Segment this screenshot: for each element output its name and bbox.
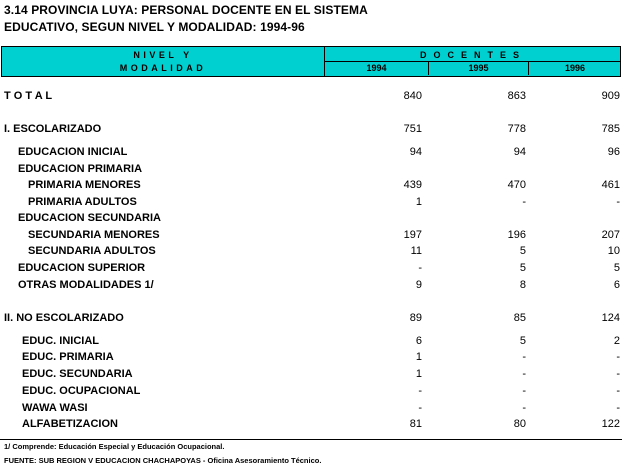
row-label: EDUC. PRIMARIA: [22, 351, 114, 363]
value-cell-1995: -: [522, 402, 526, 414]
row-label: PRIMARIA ADULTOS: [28, 196, 137, 208]
value-cell-1996: -: [616, 351, 620, 363]
row-label: EDUCACION SECUNDARIA: [18, 212, 162, 224]
value-cell-1996: -: [616, 385, 620, 397]
value-cell-1995: -: [522, 196, 526, 208]
value-cell-1996: 461: [601, 179, 620, 191]
row-label: OTRAS MODALIDADES 1/: [18, 279, 154, 291]
value-cell-1994: 197: [403, 229, 422, 241]
value-cell-1994: 1: [415, 351, 422, 363]
value-cell-1995: 94: [513, 146, 526, 158]
value-cell-1994: -: [418, 402, 422, 414]
row-label: EDUC. OCUPACIONAL: [22, 385, 141, 397]
footnote-divider: [0, 439, 622, 440]
table-row: [0, 146, 622, 160]
row-label: T O T A L: [4, 90, 53, 102]
value-cell-1996: 207: [601, 229, 620, 241]
value-cell-1995: 5: [519, 262, 526, 274]
value-cell-1996: 909: [601, 90, 620, 102]
value-cell-1994: 1: [415, 368, 422, 380]
table-header: [1, 46, 621, 77]
table-row: [0, 335, 622, 349]
value-cell-1994: 9: [415, 279, 422, 291]
value-cell-1995: 85: [513, 312, 526, 324]
table-row: [0, 90, 622, 104]
table-row: [0, 402, 622, 416]
header-year-1995: 1995: [429, 62, 529, 75]
value-cell-1995: -: [522, 351, 526, 363]
value-cell-1995: -: [522, 368, 526, 380]
row-label: PRIMARIA MENORES: [28, 179, 141, 191]
value-cell-1994: 11: [410, 245, 422, 257]
table-title-line1: 3.14 PROVINCIA LUYA: PERSONAL DOCENTE EN EL SISTEMA: [4, 3, 368, 17]
table-row: [0, 368, 622, 382]
table-row: [0, 212, 622, 226]
header-year-1996: 1996: [564, 63, 586, 73]
header-year-1994: 1994: [325, 62, 429, 75]
table-row: [0, 163, 622, 177]
value-cell-1995: 470: [507, 179, 526, 191]
value-cell-1996: 6: [613, 279, 620, 291]
footnote-1: 1/ Comprende: Educación Especial y Educación Ocupacional.: [4, 442, 225, 451]
value-cell-1996: 2: [613, 335, 620, 347]
value-cell-1994: -: [418, 385, 422, 397]
row-label: EDUCACION SUPERIOR: [18, 262, 146, 274]
table-row: [0, 385, 622, 399]
table-row: [0, 196, 622, 210]
value-cell-1995: 8: [519, 279, 526, 291]
row-label: EDUCACION INICIAL: [18, 146, 128, 158]
value-cell-1994: 89: [409, 312, 422, 324]
row-label: EDUCACION PRIMARIA: [18, 163, 143, 175]
value-cell-1994: 840: [403, 90, 422, 102]
value-cell-1996: -: [616, 402, 620, 414]
value-cell-1994: 751: [403, 123, 422, 135]
value-cell-1996: 122: [601, 418, 620, 430]
row-label: SECUNDARIA ADULTOS: [28, 245, 156, 257]
table-row: [0, 351, 622, 365]
value-cell-1996: 785: [601, 123, 620, 135]
value-cell-1994: 439: [403, 179, 422, 191]
value-cell-1995: 80: [513, 418, 526, 430]
header-nivel-modalidad-cell: [2, 47, 325, 76]
value-cell-1996: 124: [601, 312, 620, 324]
table-row: [0, 279, 622, 293]
table-row: [0, 229, 622, 243]
row-label: I. ESCOLARIZADO: [4, 123, 102, 135]
value-cell-1994: 94: [409, 146, 422, 158]
value-cell-1996: 96: [607, 146, 620, 158]
table-row: [0, 179, 622, 193]
value-cell-1995: -: [522, 385, 526, 397]
value-cell-1994: 6: [415, 335, 422, 347]
table-row: [0, 123, 622, 137]
value-cell-1994: 81: [409, 418, 422, 430]
value-cell-1995: 5: [519, 335, 526, 347]
value-cell-1994: 1: [415, 196, 422, 208]
row-label: SECUNDARIA MENORES: [28, 229, 160, 241]
value-cell-1996: 10: [607, 245, 620, 257]
value-cell-1995: 5: [519, 245, 526, 257]
value-cell-1995: 196: [507, 229, 526, 241]
row-label: EDUC. INICIAL: [22, 335, 99, 347]
value-cell-1996: -: [616, 196, 620, 208]
table-row: [0, 418, 622, 432]
table-row: [0, 312, 622, 326]
value-cell-1996: -: [616, 368, 620, 380]
value-cell-1995: 778: [507, 123, 526, 135]
table-row: [0, 262, 622, 276]
header-docentes-label: DOCENTES: [419, 50, 526, 60]
row-label: II. NO ESCOLARIZADO: [4, 312, 124, 324]
value-cell-1994: -: [418, 262, 422, 274]
row-label: EDUC. SECUNDARIA: [22, 368, 133, 380]
header-modalidad-label: MODALIDAD: [119, 63, 207, 73]
row-label: ALFABETIZACION: [22, 418, 118, 430]
value-cell-1996: 5: [613, 262, 620, 274]
table-row: [0, 245, 622, 259]
table-title-line2: EDUCATIVO, SEGUN NIVEL Y MODALIDAD: 1994-96: [4, 20, 305, 34]
row-label: WAWA WASI: [22, 402, 88, 414]
header-nivel-label: NIVEL Y: [133, 50, 193, 60]
source-note: FUENTE: SUB REGION V EDUCACION CHACHAPOYAS - Oficina Asesoramiento Técnico.: [4, 456, 322, 465]
value-cell-1995: 863: [507, 90, 526, 102]
